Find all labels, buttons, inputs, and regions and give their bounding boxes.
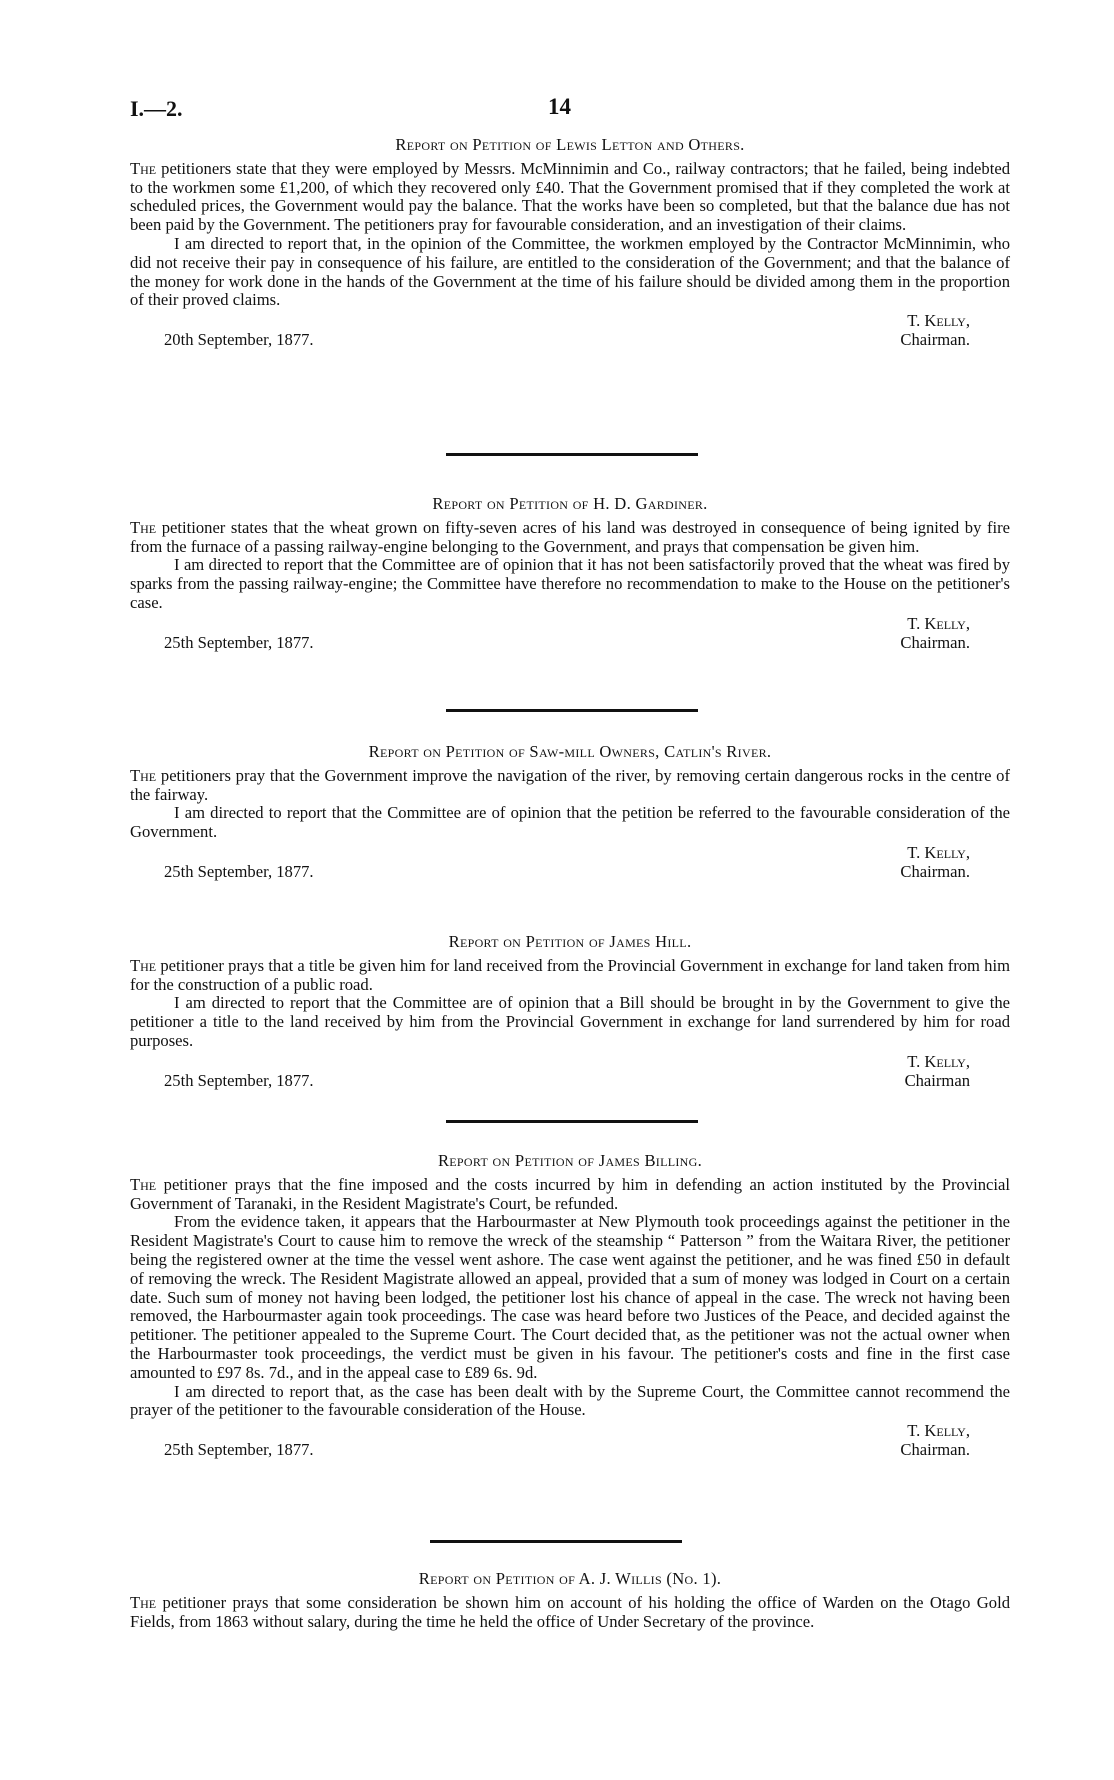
signer-role: Chairman. <box>900 632 970 652</box>
report-date: 25th September, 1877. <box>164 632 314 652</box>
report-willis <box>130 1570 1010 1631</box>
report-paragraph: I am directed to report that the Committee are of opinion that the petition be referred to the favourable consideration of the Government. <box>130 803 1010 842</box>
report-gardiner <box>130 495 1010 653</box>
report-paragraph <box>130 767 1010 805</box>
report-paragraph: I am directed to report that the Committee are of opinion that it has not been satisfactorily proved that the wheat was fired by sparks from the passing railway-engine; the Committee have therefore no recommendation to make to the House on the petitioner's case. <box>130 555 1010 612</box>
signer-name: T. Kelly, <box>907 613 970 633</box>
signer-role: Chairman. <box>900 330 970 350</box>
lead-word: The <box>130 1592 157 1612</box>
report-paragraph <box>130 160 1010 235</box>
report-date: 25th September, 1877. <box>164 861 314 881</box>
paragraph-text: petitioners state that they were employed by Messrs. McMinnimin and Co., railway contractors; that he failed, being indebted to the workmen some £1,200, of which they recovered only £40. That the Government promised that if they completed the work at scheduled prices, the Government would pay the balance. That the works have been so completed, but that the balance due has not been paid by the Government. The petitioners pray for favourable consideration, and an investigation of their claims. <box>130 158 1010 235</box>
lead-word: The <box>130 765 157 785</box>
paragraph-text: petitioner prays that some consideration be shown him on account of his holding the office of Warden on the Otago Gold Fields, from 1863 without salary, during the time he held the office of Under Secretary of the province. <box>130 1592 1010 1631</box>
report-paragraph <box>130 1594 1010 1632</box>
report-title: Report on Petition of Lewis Letton and Others. <box>395 135 745 154</box>
report-paragraph: From the evidence taken, it appears that the Harbourmaster at New Plymouth took proceedings against the petitioner in the Resident Magistrate's Court to cause him to remove the wreck of the steamship “ Patterson ” from the Waitara River, the petitioner being the registered owner at the time the vessel went ashore. The case went against the petitioner, and he was fined £50 in default of removing the wreck. The Resident Magistrate allowed an appeal, provided that a sum of money was lodged in Court on a certain date. Such sum of money not having been lodged, the petitioner lost his chance of appeal in the case. The wreck not having been removed, the Harbourmaster again took proceedings. The case was heard before two Justices of the Peace, and decided against the petitioner. The petitioner appealed to the Supreme Court. The Court decided that, as the petitioner was not the actual owner when the Harbourmaster took proceedings, the verdict must be given in his favour. The petitioner's costs and fine in the first case amounted to £97 8s. 7d., and in the appeal case to £89 6s. 9d. <box>130 1212 1010 1382</box>
report-date: 20th September, 1877. <box>164 330 314 350</box>
report-paragraph <box>130 519 1010 557</box>
signer-role: Chairman. <box>900 1440 970 1460</box>
report-catlins-river <box>130 743 1010 882</box>
signature-block <box>130 312 1010 350</box>
report-james-billing <box>130 1152 1010 1460</box>
paragraph-text: petitioner states that the wheat grown on fifty-seven acres of his land was destroyed in consequence of being ignited by fire from the furnace of a passing railway-engine belonging to the Government, and prays that compensation be given him. <box>130 517 1011 556</box>
paper-reference: I.—2. <box>130 96 183 121</box>
signer-name: T. Kelly, <box>907 311 970 331</box>
report-title: Report on Petition of James Hill. <box>448 932 692 951</box>
lead-word: The <box>130 158 157 178</box>
page-number: 14 <box>548 94 571 119</box>
report-title: Report on Petition of Saw-mill Owners, Catlin's River. <box>368 742 772 761</box>
report-james-hill <box>130 933 1010 1091</box>
signer-role: Chairman <box>904 1070 970 1090</box>
signature-block <box>130 844 1010 882</box>
paragraph-text: petitioner prays that a title be given him for land received from the Provincial Government in exchange for land taken from him for the construction of a public road. <box>130 955 1010 994</box>
report-paragraph <box>130 957 1010 995</box>
report-title: Report on Petition of H. D. Gardiner. <box>432 494 708 513</box>
signer-name: T. Kelly, <box>907 1051 970 1071</box>
lead-word: The <box>130 1174 157 1194</box>
section-divider <box>446 709 698 712</box>
signature-block <box>130 1422 1010 1460</box>
report-date: 25th September, 1877. <box>164 1440 314 1460</box>
signer-name: T. Kelly, <box>907 1421 970 1441</box>
report-paragraph: I am directed to report that, as the case has been dealt with by the Supreme Court, the Committee cannot recommend the prayer of the petitioner to the favourable consideration of the House. <box>130 1381 1010 1420</box>
report-title: Report on Petition of James Billing. <box>437 1151 703 1170</box>
report-paragraph: I am directed to report that, in the opinion of the Committee, the workmen employed by the Contractor McMinnimin, who did not receive their pay in consequence of his failure, are entitled to the consideration of the Government; and that the balance of the money for work done in the hands of the Government at the time of his failure should be divided among them in the proportion of their proved claims. <box>130 233 1010 310</box>
lead-word: The <box>130 955 157 975</box>
paragraph-text: petitioner prays that the fine imposed and the costs incurred by him in defending an action instituted by the Provincial Government of Taranaki, in the Resident Magistrate's Court, be refunded. <box>130 1174 1010 1213</box>
lead-word: The <box>130 517 157 537</box>
report-letton <box>130 136 1010 350</box>
section-divider <box>430 1540 682 1543</box>
signature-block <box>130 1053 1010 1091</box>
section-divider <box>446 453 698 456</box>
report-title: Report on Petition of A. J. Willis (No. 1). <box>418 1569 722 1588</box>
paragraph-text: petitioners pray that the Government improve the navigation of the river, by removing certain dangerous rocks in the centre of the fairway. <box>130 765 1011 804</box>
report-paragraph: I am directed to report that the Committee are of opinion that a Bill should be brought in by the Government to give the petitioner a title to the land received by him from the Provincial Government in exchange for land surrendered by him for road purposes. <box>130 993 1010 1050</box>
signer-role: Chairman. <box>900 861 970 881</box>
report-paragraph <box>130 1176 1010 1214</box>
report-date: 25th September, 1877. <box>164 1070 314 1090</box>
signer-name: T. Kelly, <box>907 842 970 862</box>
signature-block <box>130 615 1010 653</box>
section-divider <box>446 1120 698 1123</box>
